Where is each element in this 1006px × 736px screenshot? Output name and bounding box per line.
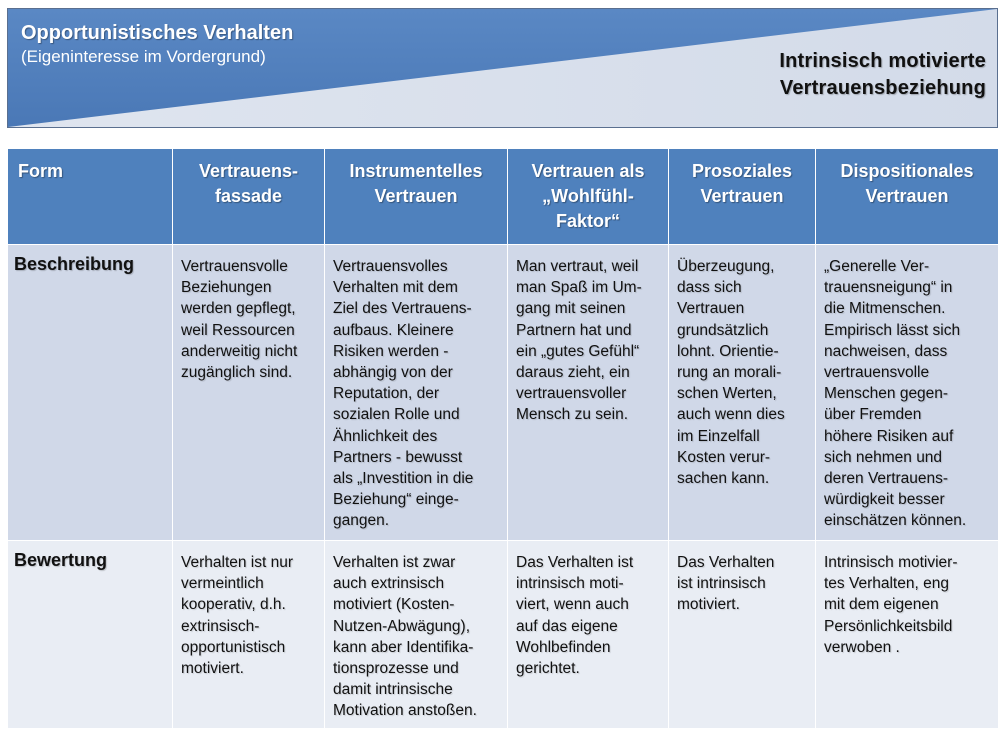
banner-title: Opportunistisches Verhalten bbox=[21, 22, 294, 44]
table-cell: Überzeugung, dass sich Vertrauen grundsätzlich lohnt. Orientie- rung an morali- schen Werten, auch wenn dies im Einzelfall Kosten verur- sachen kann. bbox=[669, 245, 816, 541]
header-prosoziales-vertrauen: Prosoziales Vertrauen bbox=[669, 149, 816, 245]
header-dispositionales-vertrauen: Dispositionales Vertrauen bbox=[816, 149, 999, 245]
row-label-bewertung: Bewertung bbox=[8, 541, 173, 729]
header-instrumentelles-vertrauen: Instrumentelles Vertrauen bbox=[325, 149, 508, 245]
table-cell: Man vertraut, weil man Spaß im Um- gang mit seinen Partnern hat und ein „gutes Gefühl“ daraus zieht, ein vertrauensvoller Mensch zu sein. bbox=[508, 245, 669, 541]
trust-forms-table bbox=[7, 148, 999, 729]
table-row-beschreibung bbox=[8, 245, 999, 541]
table-cell: „Generelle Ver- trauensneigung“ in die Mitmenschen. Empirisch lässt sich nachweisen, dass vertrauensvolle Menschen gegen- über Fremden höhere Risiken auf sich nehmen und deren Vertrauens- würdigkeit besser einschätzen können. bbox=[816, 245, 999, 541]
header-form: Form bbox=[8, 149, 173, 245]
table-cell: Vertrauensvolle Beziehungen werden gepflegt, weil Ressourcen anderweitig nicht zugänglich sind. bbox=[173, 245, 325, 541]
banner-subtitle: (Eigeninteresse im Vordergrund) bbox=[21, 47, 266, 66]
table-cell: Vertrauensvolles Verhalten mit dem Ziel des Vertrauens- aufbaus. Kleinere Risiken werden - abhängig von der Reputation, der sozialen Rolle und Ähnlichkeit des Partners - bewusst als „Investition in die Beziehung“ einge- gangen. bbox=[325, 245, 508, 541]
table-cell: Intrinsisch motivier- tes Verhalten, eng mit dem eigenen Persönlichkeitsbild verwoben . bbox=[816, 541, 999, 729]
table-cell: Das Verhalten ist intrinsisch motiviert. bbox=[669, 541, 816, 729]
gradient-banner bbox=[7, 8, 998, 128]
banner-right-label: Intrinsisch motivierte Vertrauensbeziehung bbox=[779, 50, 986, 99]
header-wohlfuehl-faktor: Vertrauen als „Wohlfühl- Faktor“ bbox=[508, 149, 669, 245]
row-label-beschreibung: Beschreibung bbox=[8, 245, 173, 541]
table-cell: Das Verhalten ist intrinsisch moti- viert, wenn auch auf das eigene Wohlbefinden gerichtet. bbox=[508, 541, 669, 729]
header-vertrauensfassade: Vertrauens- fassade bbox=[173, 149, 325, 245]
table-row-bewertung bbox=[8, 541, 999, 729]
header-row bbox=[8, 149, 999, 245]
table-cell: Verhalten ist nur vermeintlich kooperativ, d.h. extrinsisch- opportunistisch motiviert. bbox=[173, 541, 325, 729]
table-cell: Verhalten ist zwar auch extrinsisch motiviert (Kosten- Nutzen-Abwägung), kann aber Identifika- tionsprozesse und damit intrinsische Motivation anstoßen. bbox=[325, 541, 508, 729]
